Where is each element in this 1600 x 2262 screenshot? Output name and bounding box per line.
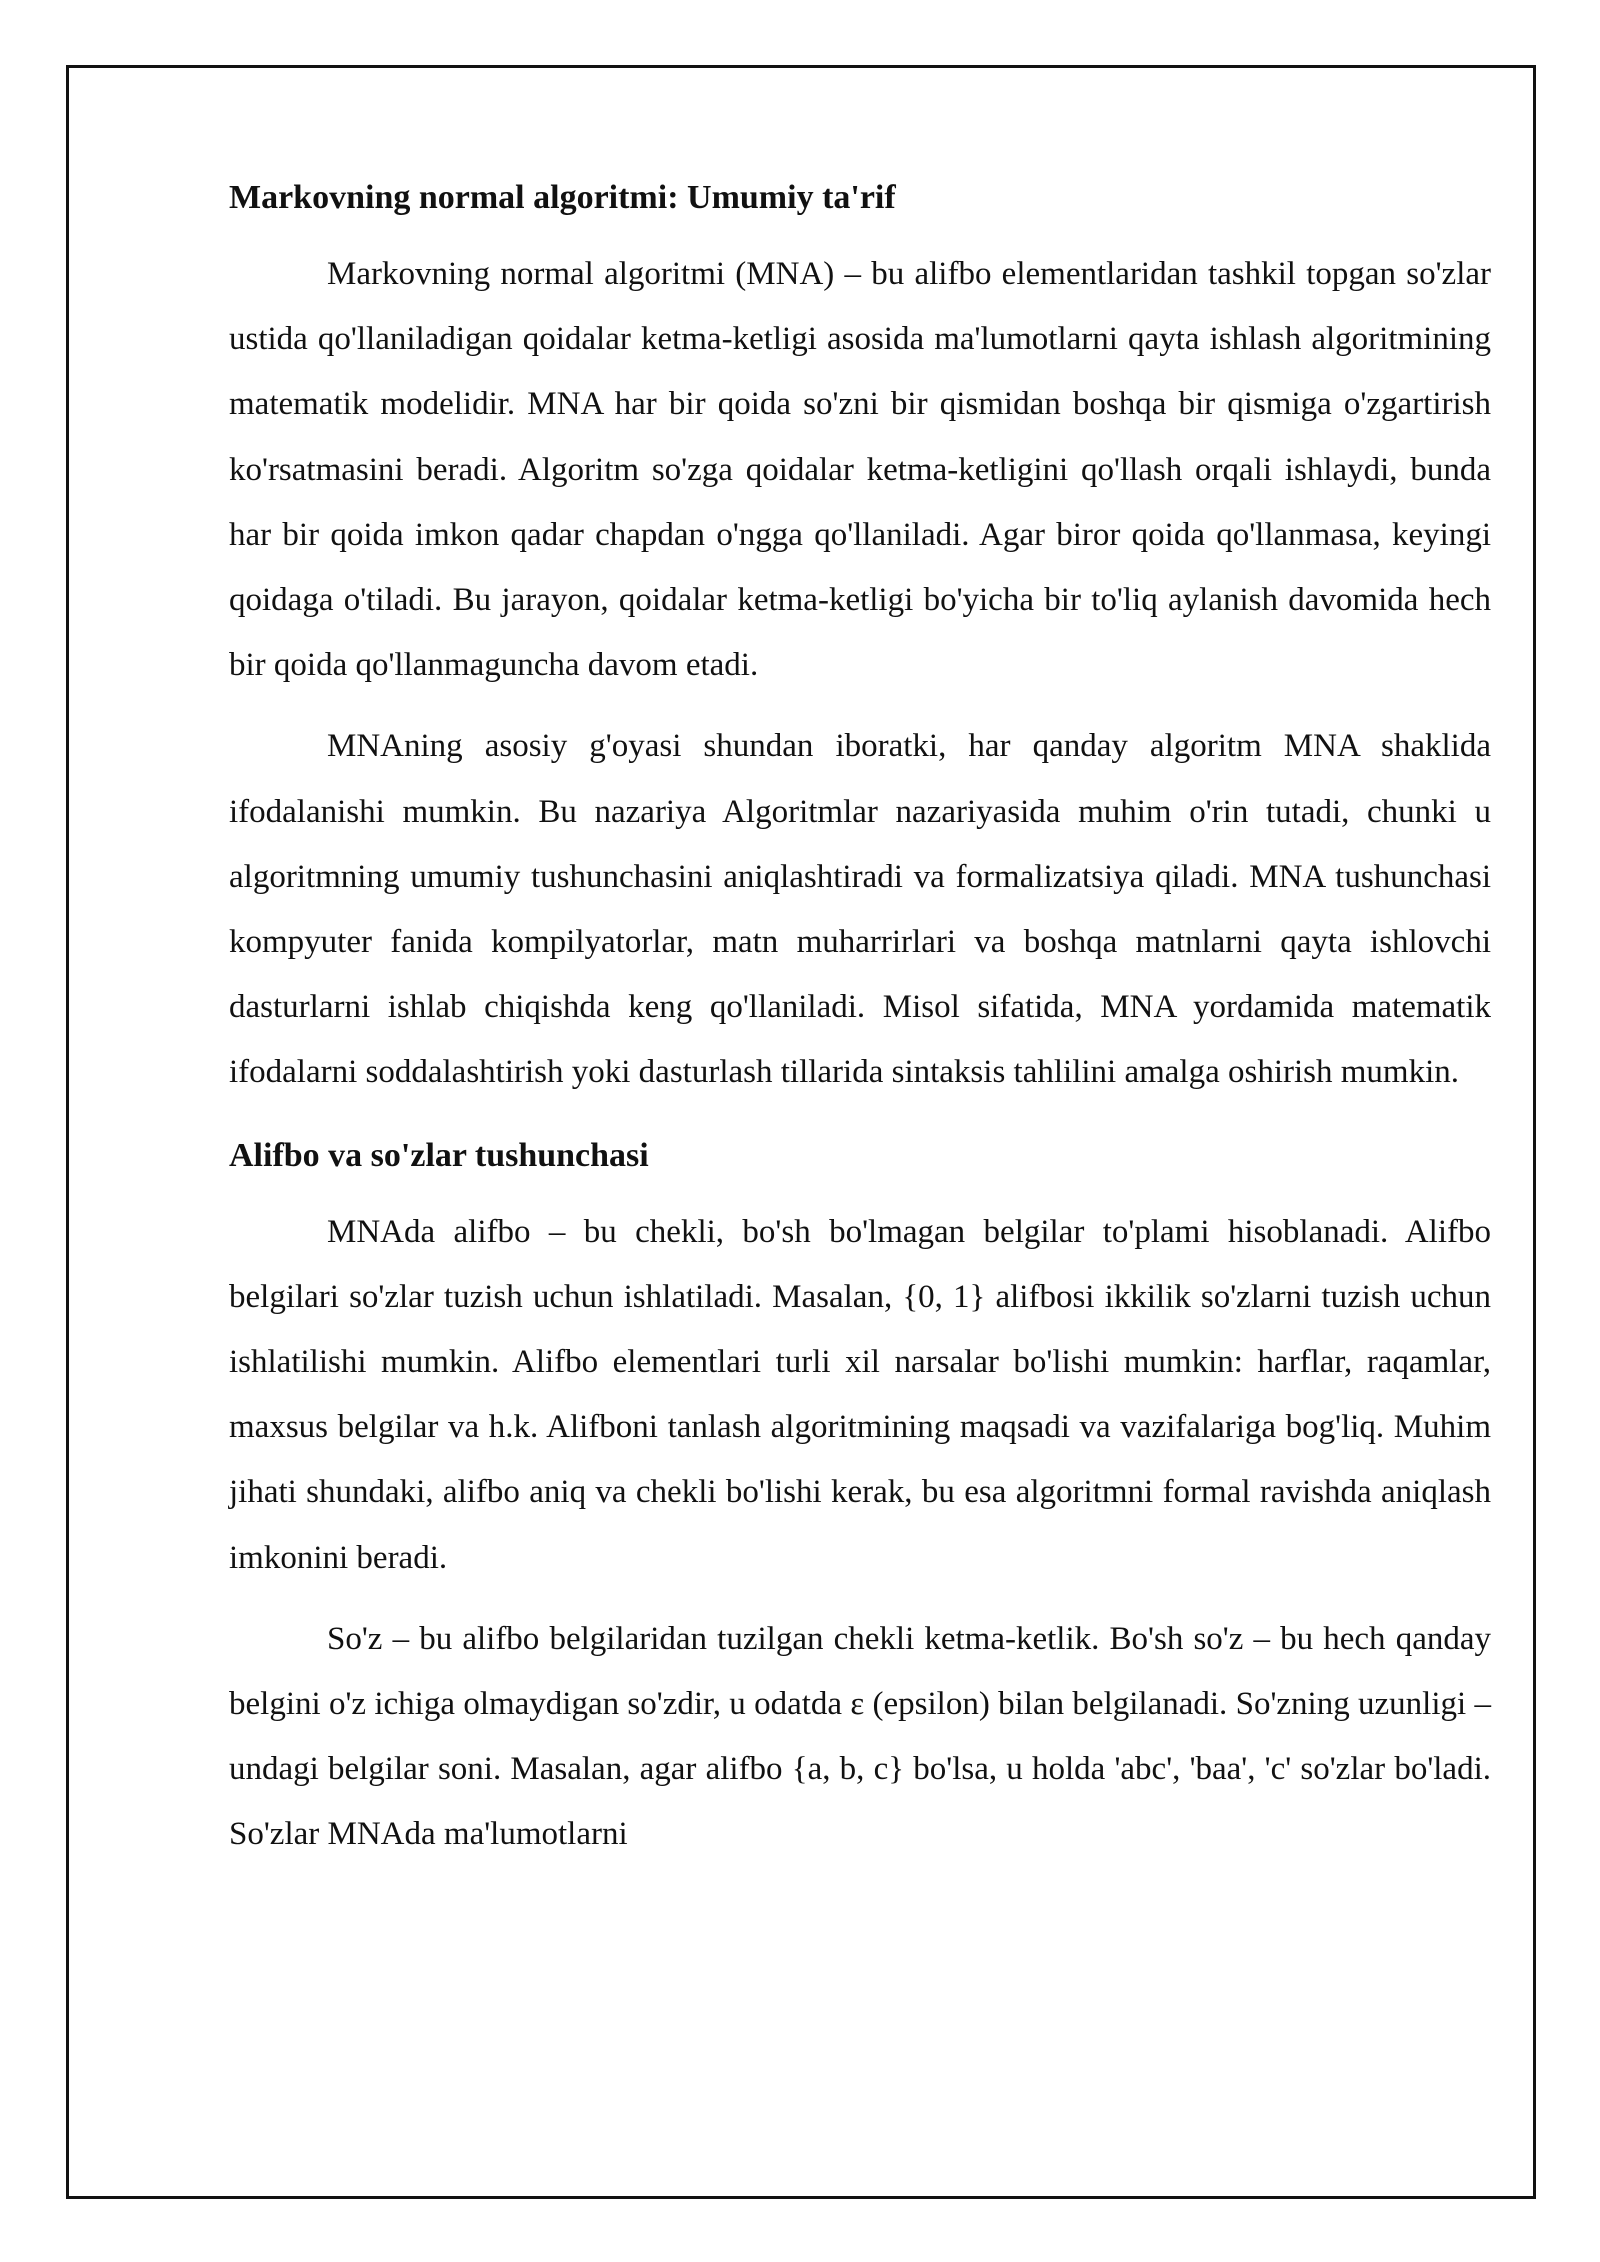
paragraph: MNAning asosiy g'oyasi shundan iboratki, har qanday algoritm MNA shaklida ifodalanishi mumkin. Bu nazariya Algoritmlar nazariyasida muhim o'rin tutadi, chunki u algoritmning umumiy tushunchasini aniqlashtiradi va formalizatsiya qiladi. MNA tushunchasi kompyuter fanida kompilyatorlar, matn muharrirlari va boshqa matnlarni qayta ishlovchi dasturlarni ishlab chiqishda keng qo'llaniladi. Misol sifatida, MNA yordamida matematik ifodalarni soddalashtirish yoki dasturlash tillarida sintaksis tahlilini amalga oshirish mumkin. [229, 728, 1491, 1091]
section-mna-definition [229, 170, 1491, 1106]
paragraph: MNAda alifbo – bu chekli, bo'sh bo'lmagan belgilar to'plami hisoblanadi. Alifbo belgilari so'zlar tuzish uchun ishlatiladi. Masalan, {0, 1} alifbosi ikkilik so'zlarni tuzish uchun ishlatilishi mumkin. Alifbo elementlari turli xil narsalar bo'lishi mumkin: harflar, raqamlar, maxsus belgilar va h.k. Alifboni tanlash algoritmining maqsadi va vazifalariga bog'liq. Muhim jihati shundaki, alifbo aniq va chekli bo'lishi kerak, bu esa algoritmni formal ravishda aniqlash imkonini beradi. [229, 1213, 1491, 1576]
paragraph: Markovning normal algoritmi (MNA) – bu alifbo elementlaridan tashkil topgan so'zlar ustida qo'llaniladigan qoidalar ketma-ketligi asosida ma'lumotlarni qayta ishlash algoritmining matematik modelidir. MNA har bir qoida so'zni bir qismidan boshqa bir qismiga o'zgartirish ko'rsatmasini beradi. Algoritm so'zga qoidalar ketma-ketligini qo'llash orqali ishlaydi, bunda har bir qoida imkon qadar chapdan o'ngga qo'llaniladi. Agar biror qoida qo'llanmasa, keyingi qoidaga o'tiladi. Bu jarayon, qoidalar ketma-ketligi bo'yicha bir to'liq aylanish davomida hech bir qoida qo'llanmaguncha davom etadi. [229, 256, 1491, 684]
section-heading: Alifbo va so'zlar tushunchasi [229, 1136, 649, 1174]
paragraph: So'z – bu alifbo belgilaridan tuzilgan chekli ketma-ketlik. Bo'sh so'z – bu hech qanday belgini o'z ichiga olmaydigan so'zdir, u odatda ε (epsilon) bilan belgilanadi. So'zning uzunligi – undagi belgilar soni. Masalan, agar alifbo {a, b, c} bo'lsa, u holda 'abc', 'baa', 'c' so'zlar bo'ladi. So'zlar MNAda ma'lumotlarni [229, 1620, 1491, 1853]
section-heading: Markovning normal algoritmi: Umumiy ta'rif [229, 179, 896, 216]
section-alphabet-words [229, 1128, 1491, 1868]
document-body [229, 170, 1491, 1884]
